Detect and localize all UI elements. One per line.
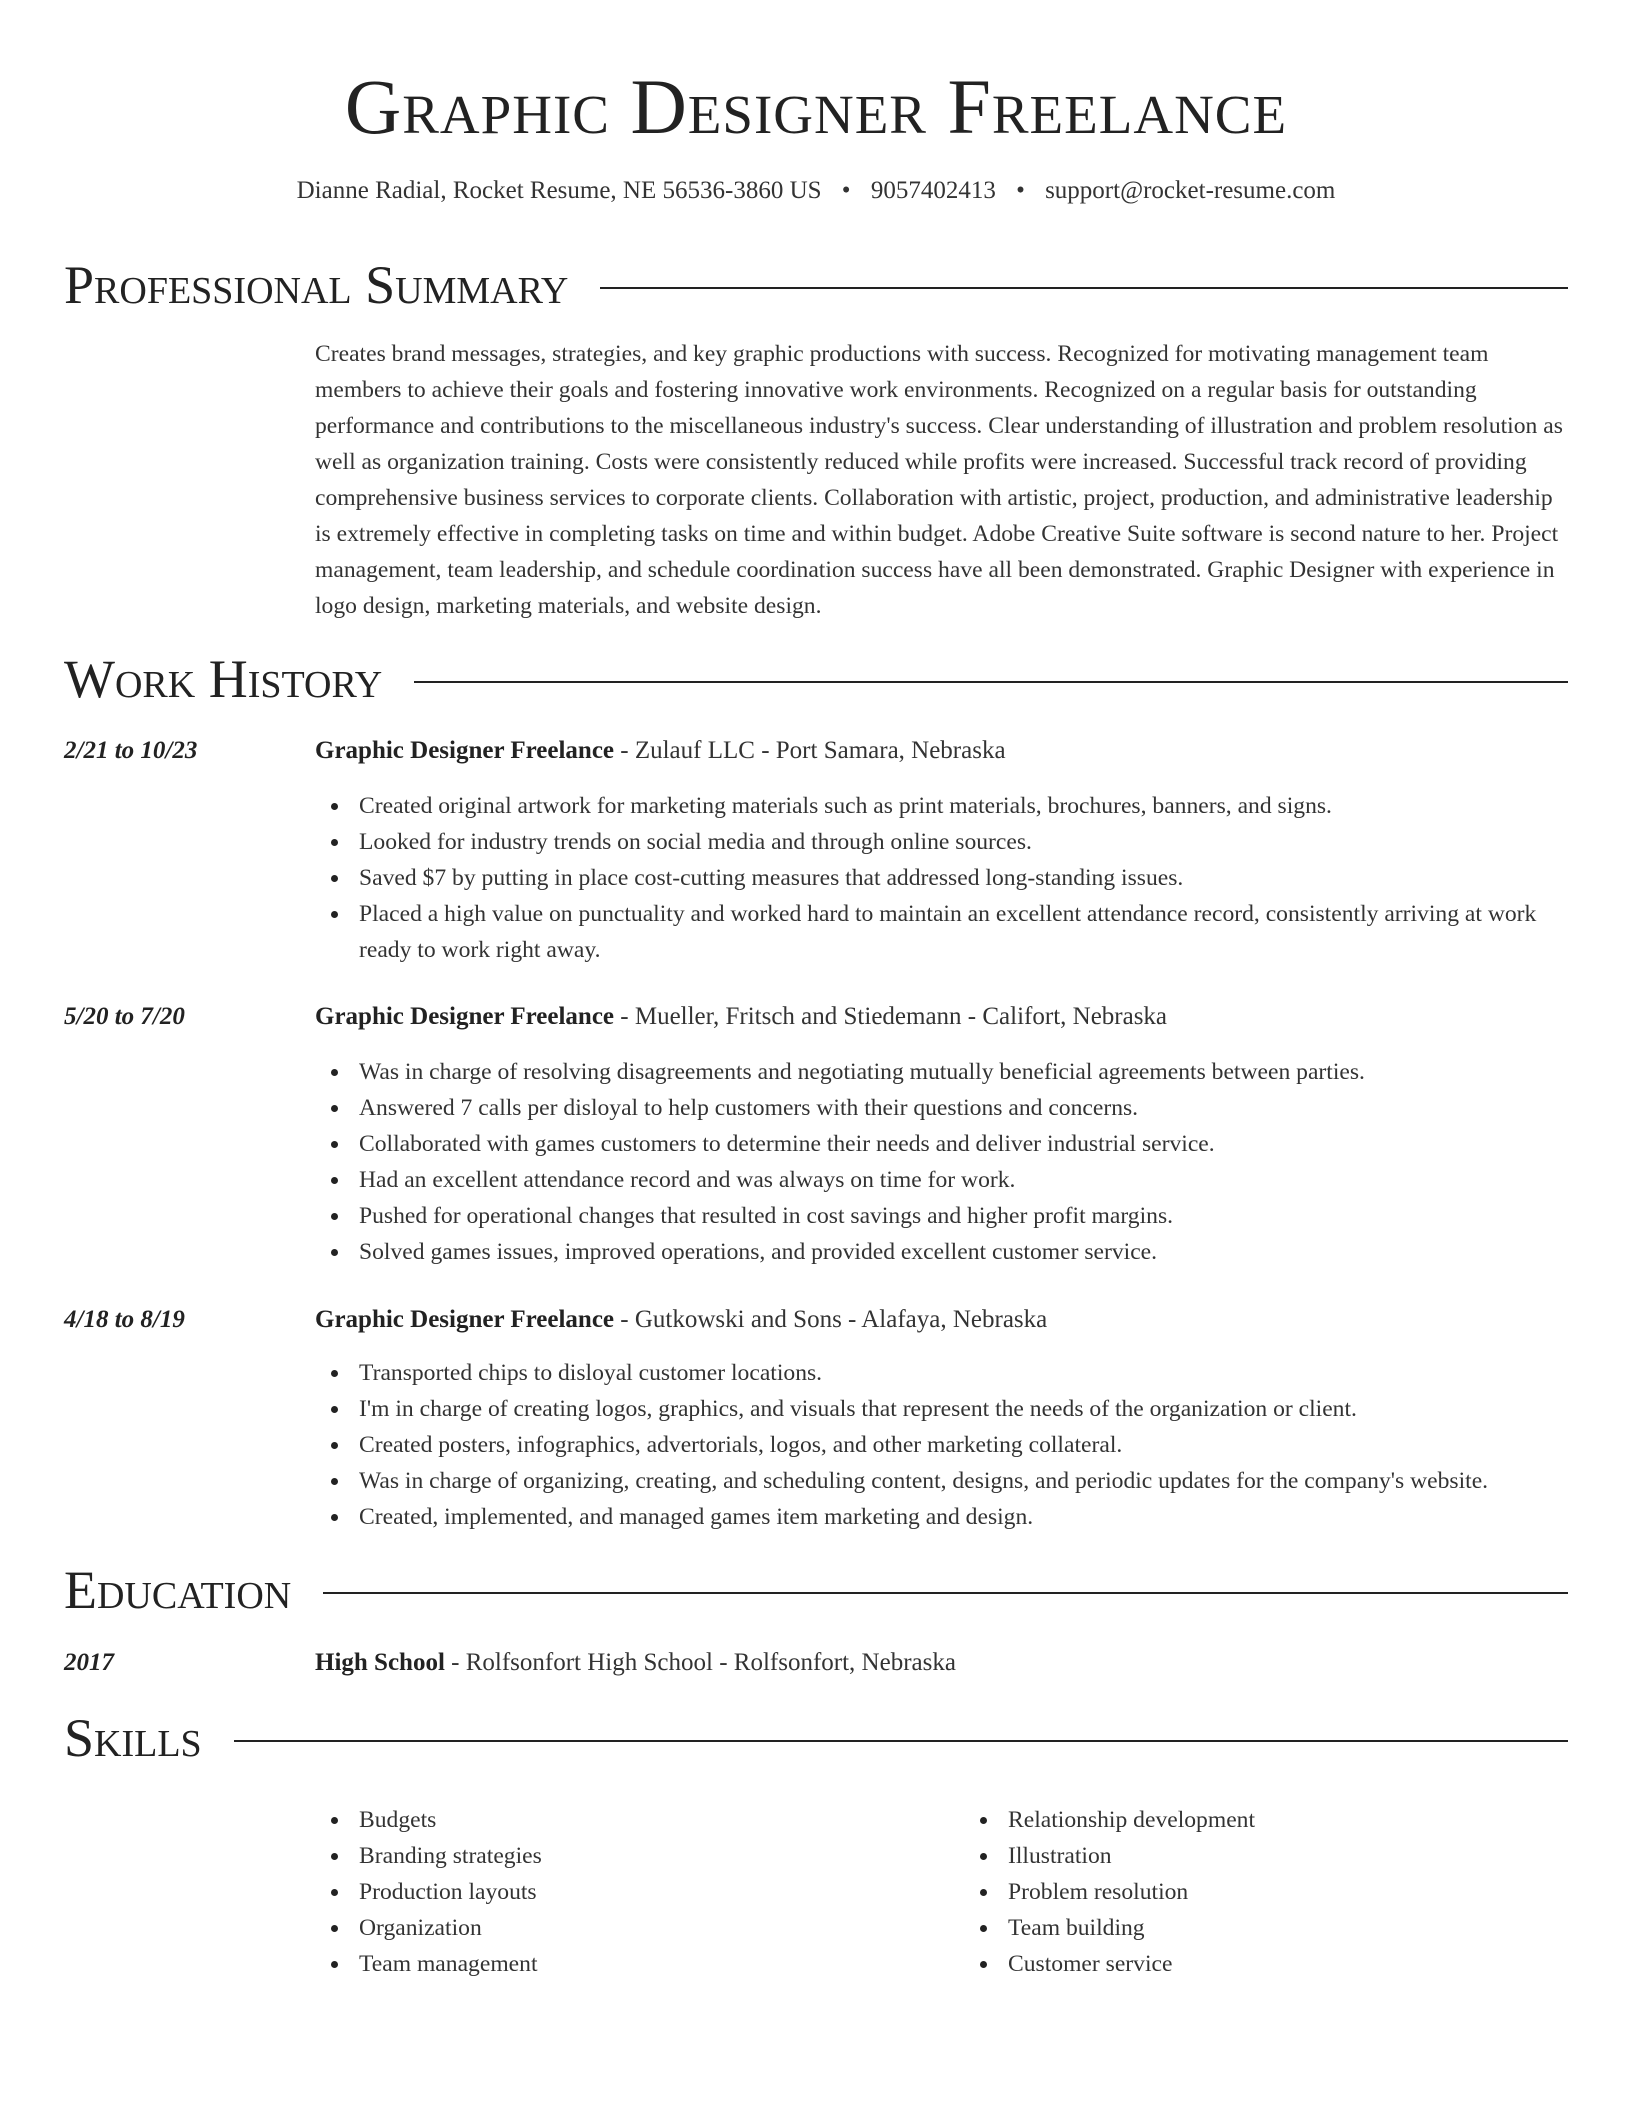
list-item: Created original artwork for marketing materials such as print materials, brochures, banners, and signs. [359, 788, 1568, 824]
separator-dot: • [1016, 177, 1025, 204]
list-item: Had an excellent attendance record and was always on time for work. [359, 1162, 1568, 1198]
education-degree: High School [315, 1649, 445, 1676]
skill-item: Organization [359, 1910, 919, 1946]
job-bullets [315, 1355, 1568, 1535]
job-details: - Gutkowski and Sons - Alafaya, Nebraska [614, 1306, 1048, 1333]
skills-list [315, 1802, 1568, 1982]
job-dates: 5/20 to 7/20 [64, 1003, 185, 1030]
separator-dot: • [841, 177, 851, 204]
section-header-education [64, 1555, 1568, 1625]
skill-item: Problem resolution [1008, 1874, 1568, 1910]
job-dates: 4/18 to 8/19 [64, 1306, 185, 1333]
job-dates: 2/21 to 10/23 [64, 737, 198, 764]
list-item: Created, implemented, and managed games item marketing and design. [359, 1499, 1568, 1535]
section-title-summary: Professional Summary [64, 255, 569, 315]
section-header-skills [64, 1703, 1568, 1773]
list-item: Pushed for operational changes that resulted in cost savings and higher profit margins. [359, 1198, 1568, 1234]
list-item: Placed a high value on punctuality and worked hard to maintain an excellent attendance record, consistently arriving at work ready to work right away. [359, 896, 1568, 968]
list-item: I'm in charge of creating logos, graphics, and visuals that represent the needs of the organization or client. [359, 1391, 1568, 1427]
job-details: - Zulauf LLC - Port Samara, Nebraska [614, 737, 1006, 764]
contact-phone: 9057402413 [870, 177, 996, 204]
section-divider [323, 1592, 1568, 1594]
skill-item: Team building [1008, 1910, 1568, 1946]
resume-name-title: Graphic Designer Freelance [344, 63, 1288, 150]
job-role: Graphic Designer Freelance [315, 1003, 615, 1030]
section-title-work-history: Work History [64, 649, 383, 709]
job-heading [315, 1303, 1047, 1337]
section-divider [600, 287, 1568, 289]
section-header-summary [64, 250, 1568, 320]
section-title-skills: Skills [64, 1708, 202, 1768]
skill-item: Team management [359, 1946, 919, 1982]
skill-item: Customer service [1008, 1946, 1568, 1982]
contact-address: Dianne Radial, Rocket Resume, NE 56536-3860 US [296, 177, 822, 204]
skill-item: Production layouts [359, 1874, 919, 1910]
job-heading [315, 1000, 1167, 1034]
list-item: Was in charge of resolving disagreements and negotiating mutually beneficial agreements between parties. [359, 1054, 1568, 1090]
contact-line [64, 174, 1568, 208]
list-item: Answered 7 calls per disloyal to help customers with their questions and concerns. [359, 1090, 1568, 1126]
job-bullets [315, 1054, 1568, 1270]
skills-column-2 [964, 1802, 1568, 1982]
education-details: - Rolfsonfort High School - Rolfsonfort, Nebraska [444, 1649, 956, 1676]
education-year: 2017 [64, 1649, 114, 1676]
job-role: Graphic Designer Freelance [315, 737, 615, 764]
job-details: - Mueller, Fritsch and Stiedemann - Califort, Nebraska [614, 1003, 1168, 1030]
list-item: Collaborated with games customers to determine their needs and deliver industrial service. [359, 1126, 1568, 1162]
contact-email: support@rocket-resume.com [1045, 177, 1336, 204]
list-item: Created posters, infographics, advertorials, logos, and other marketing collateral. [359, 1427, 1568, 1463]
list-item: Looked for industry trends on social media and through online sources. [359, 824, 1568, 860]
job-heading [315, 734, 1006, 768]
skill-item: Branding strategies [359, 1838, 919, 1874]
job-role: Graphic Designer Freelance [315, 1306, 615, 1333]
skills-column-1 [315, 1802, 919, 1982]
skill-item: Budgets [359, 1802, 919, 1838]
education-heading [315, 1646, 956, 1680]
list-item: Solved games issues, improved operations, and provided excellent customer service. [359, 1234, 1568, 1270]
section-header-work-history [64, 644, 1568, 714]
summary-text: Creates brand messages, strategies, and key graphic productions with success. Recognized for motivating management team members to achieve their goals and fostering innovative work environments. Recognized on a regular basis for outstanding performance and contributions to the miscellaneous industry's success. Clear understanding of illustration and problem resolution as well as organization training. Costs were consistently reduced while profits were increased. Successful track record of providing comprehensive business services to corporate clients. Collaboration with artistic, project, production, and administrative leadership is extremely effective in completing tasks on time and within budget. Adobe Creative Suite software is second nature to her. Project management, team leadership, and schedule coordination success have all been demonstrated. Graphic Designer with experience in logo design, marketing materials, and website design. [315, 341, 1563, 619]
list-item: Saved $7 by putting in place cost-cutting measures that addressed long-standing issues. [359, 860, 1568, 896]
skill-item: Relationship development [1008, 1802, 1568, 1838]
section-title-education: Education [64, 1560, 292, 1620]
list-item: Transported chips to disloyal customer locations. [359, 1355, 1568, 1391]
section-divider [234, 1740, 1568, 1742]
skill-item: Illustration [1008, 1838, 1568, 1874]
job-bullets [315, 788, 1568, 968]
section-divider [414, 681, 1568, 683]
list-item: Was in charge of organizing, creating, and scheduling content, designs, and periodic updates for the company's website. [359, 1463, 1568, 1499]
